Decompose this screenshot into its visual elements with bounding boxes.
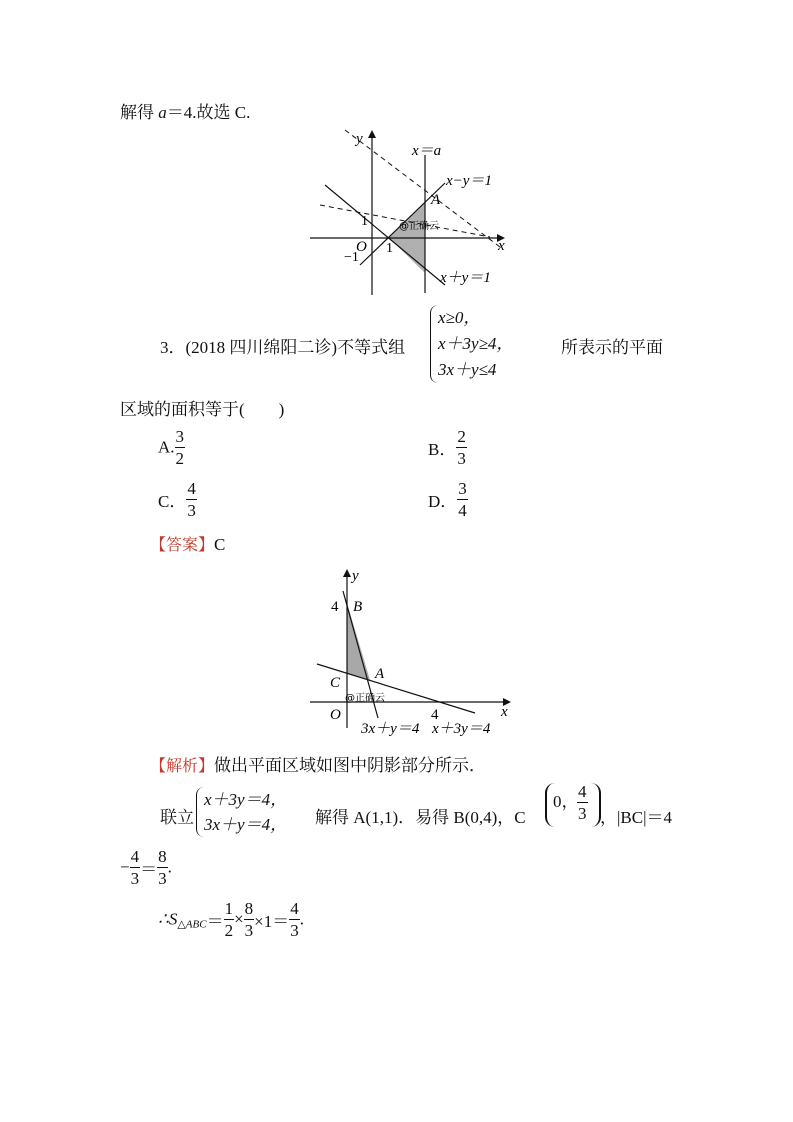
fraction-4-3: $\frac{4}{3}$ [290, 899, 299, 940]
fraction-1-2: $\frac{1}{2}$ [224, 899, 234, 940]
answer-value: C [214, 535, 226, 554]
label-x-plus-y: x＋y＝1 [440, 270, 491, 286]
label-minus-1: −1 [344, 250, 359, 265]
equation-system [196, 787, 296, 837]
y-axis-arrow [343, 569, 351, 577]
lianli-label: 联立 [160, 808, 194, 827]
label-1-y: 1 [361, 214, 368, 229]
text: 解得 [120, 103, 159, 122]
option-A-fraction: $\frac{3}{2}$ [175, 427, 185, 468]
label-y: y [352, 568, 359, 584]
label-x: x [498, 238, 505, 254]
therefore-S: ∴S [158, 909, 178, 929]
equals: ＝ [140, 860, 158, 879]
label-A: A [375, 666, 385, 682]
subscript: △ABC [177, 918, 207, 931]
label-x-plus-3y: x＋3y＝4 [432, 721, 491, 737]
fraction-4-3: $\frac{4}{3}$ [130, 847, 140, 888]
variable: a [158, 103, 167, 122]
label-C: C [330, 675, 341, 691]
label-A: A [431, 192, 441, 208]
equation-2: 3x＋y＝4， [204, 815, 288, 834]
inequality-2: x＋3y≥4， [438, 334, 514, 353]
answer-line [150, 532, 225, 555]
label-B: B [353, 599, 363, 615]
option-A-label: A. [158, 437, 175, 457]
question-3-line1 [160, 333, 405, 358]
figure-2-graph [305, 563, 530, 743]
area-line: $\therefore S_{\triangle ABC}=$ $\frac{1}{2}$ × $\frac{8}{3}$ ×1＝ $\frac{4}{3}$ . [158, 899, 305, 940]
bc-text: ，|BC|＝4 [600, 808, 672, 827]
inequality-system [430, 305, 540, 383]
answer-tag: 【答案】 [150, 535, 215, 554]
question-3-line2: 区域的面积等于( ) [120, 400, 285, 419]
bc-calc-line: − $\frac{4}{3}$ ＝ $\frac{8}{3}$ . [120, 847, 172, 888]
minus-sign: − [120, 857, 130, 877]
inequality-1: x≥0， [438, 308, 481, 327]
fraction-8-3: $\frac{8}{3}$ [158, 847, 167, 888]
option-D-fraction: $\frac{3}{4}$ [458, 479, 467, 520]
text: ＝4.故选 C. [166, 103, 251, 122]
option-C-label: C． [158, 492, 187, 511]
option-B-fraction: $\frac{2}{3}$ [457, 427, 466, 468]
label-3x-plus-y: 3x＋y＝4 [361, 721, 420, 737]
equation-1: x＋3y＝4， [204, 790, 288, 809]
question-3-tail: 所表示的平面 [561, 338, 663, 357]
figure-1-graph [300, 125, 520, 300]
solve-text: 解得 A(1,1)．易得 B(0,4)，C [315, 808, 526, 827]
analysis-text: 做出平面区域如图中阴影部分所示． [214, 756, 487, 775]
y-axis-arrow [368, 130, 376, 138]
option-D[interactable] [428, 480, 468, 519]
solution-line [120, 98, 250, 123]
watermark: @正确云 [345, 693, 385, 704]
option-C[interactable] [158, 480, 197, 519]
inequality-3: 3x＋y≤4 [438, 360, 497, 379]
c-coord-y-fraction: $\frac{4}{3}$ [578, 782, 587, 823]
label-4-y: 4 [331, 599, 339, 615]
c-coord-x: 0， [553, 792, 579, 811]
label-x: x [501, 704, 508, 720]
fraction-8-3: $\frac{8}{3}$ [244, 899, 254, 940]
question-source: (2018 四川绵阳二诊)不等式组 [185, 338, 406, 357]
option-A[interactable] [158, 428, 185, 467]
label-x-eq-a: x＝a [412, 143, 442, 159]
label-O: O [330, 707, 341, 723]
label-O: O [356, 239, 367, 255]
question-number: 3． [160, 338, 186, 357]
option-B[interactable] [428, 428, 467, 467]
analysis-tag: 【解析】 [150, 756, 215, 775]
point-C-coord [545, 783, 601, 827]
line-x-plus-3y [317, 664, 475, 713]
watermark: @正确云 [399, 221, 439, 232]
option-B-label: B． [428, 440, 457, 459]
label-4-x: 4 [431, 707, 439, 723]
analysis-line [150, 751, 486, 776]
label-x-minus-y: x−y＝1 [446, 173, 492, 189]
option-C-fraction: $\frac{4}{3}$ [187, 479, 196, 520]
option-D-label: D． [428, 492, 458, 511]
label-1-x: 1 [386, 241, 393, 256]
label-y: y [356, 131, 363, 147]
